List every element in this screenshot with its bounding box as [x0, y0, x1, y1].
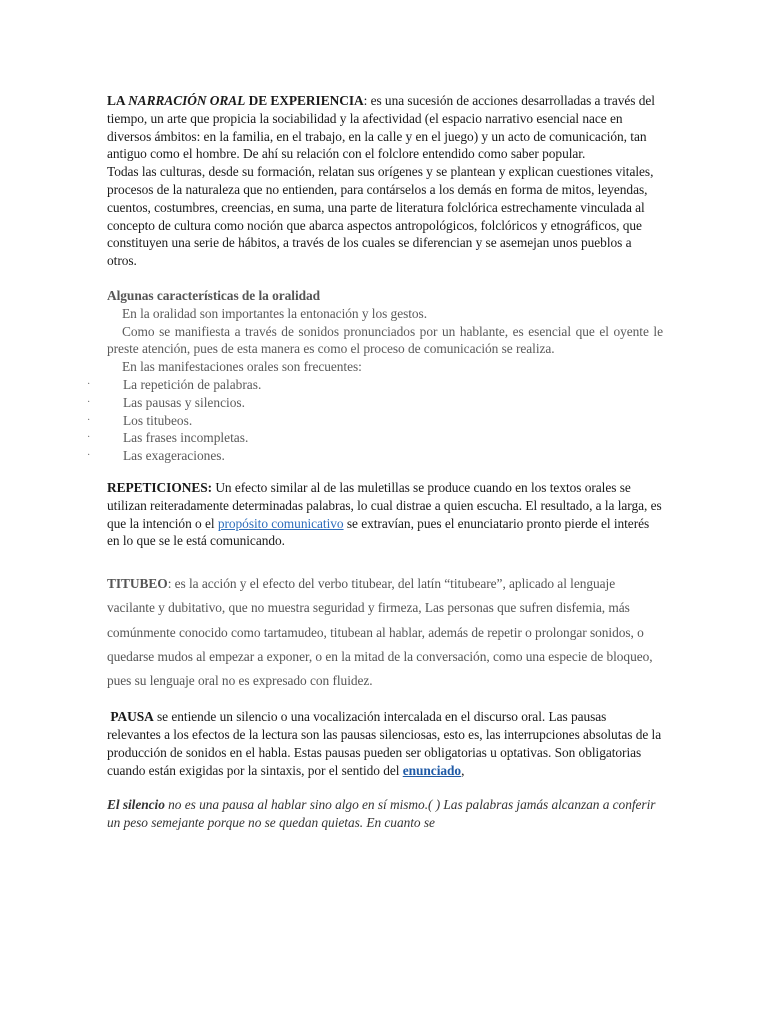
- list-item: [87, 394, 663, 412]
- list-item-text: Las pausas y silencios.: [123, 394, 245, 410]
- list-item-text: Los titubeos.: [123, 412, 193, 428]
- intro-term-italic: NARRACIÓN ORAL: [128, 93, 246, 108]
- titubeo-paragraph: [107, 572, 663, 693]
- titubeo-text: : es la acción y el efecto del verbo titubear, del latín “titubeare”, aplicado al lenguaje vacilante y dubitativo, que no muestra seguridad y firmeza, Las personas que sufren disfemia, más comúnmente conocido como tartamudeo, titubean al hablar, además de repetir o prolongar sonidos, o quedarse mudos al empezar a exponer, o en la mitad de la conversación, como una especie de bloqueo, pues su lenguaje oral no es expresado con fluidez.: [107, 576, 653, 688]
- silencio-paragraph: [107, 796, 663, 832]
- characteristics-heading: Algunas características de la oralidad: [107, 287, 321, 303]
- repeticiones-text-b: se extravían, pues el enunciatario pronto pierde el interés en lo que se le está comunicando.: [107, 515, 650, 549]
- cultures-paragraph: Todas las culturas, desde su formación, relatan sus orígenes y se plantean y explican cuestiones vitales, procesos de la naturaleza que no entienden, para contárselos a los demás en forma de mitos, leyendas, cuentos, costumbres, creencias, en suma, una parte de literatura folclórica estrechamente vinculada al concepto de cultura como noción que abarca aspectos antropológicos, folclóricos y etnográficos, que constituyen una serie de hábitos, a través de los cuales se diferencian y se asemejan unos pueblos a otros.: [107, 164, 654, 269]
- list-item: [87, 376, 663, 394]
- intro-paragraph: [107, 92, 663, 163]
- bullet-icon: ·: [87, 378, 91, 390]
- pausa-text-b: ,: [461, 762, 465, 778]
- oral-features-list: [87, 376, 663, 465]
- intro-la: LA: [107, 93, 129, 108]
- enunciado-link[interactable]: enunciado: [402, 762, 462, 778]
- list-item-text: La repetición de palabras.: [123, 376, 262, 392]
- silencio-term: El silencio: [107, 797, 165, 813]
- list-item: [87, 447, 663, 465]
- list-item-text: Las exageraciones.: [123, 448, 225, 464]
- pausa-paragraph: [107, 708, 663, 779]
- characteristics-p2: Como se manifiesta a través de sonidos pronunciados por un hablante, es esencial que el oyente le preste atención, pues de esta manera es como el proceso de comunicación se realiza.: [107, 323, 663, 357]
- characteristics-p1: En la oralidad son importantes la entonación y los gestos.: [122, 305, 428, 321]
- proposito-comunicativo-link[interactable]: propósito comunicativo: [217, 515, 344, 531]
- pausa-text-a: se entiende un silencio o una vocalización intercalada en el discurso oral. Las pausas relevantes a los efectos de la lectura son las pausas silenciosas, esto es, las interrupciones absolutas de la producción de sonidos en el habla. Estas pausas pueden ser obligatorias u optativas. Son obligatorias cuando están exigidas por la sintaxis, por el sentido del: [107, 709, 662, 778]
- bullet-icon: ·: [87, 432, 91, 444]
- intro-term-rest: DE EXPERIENCIA: [245, 93, 364, 108]
- list-item: [87, 429, 663, 447]
- repeticiones-term: REPETICIONES:: [107, 479, 213, 495]
- repeticiones-paragraph: [107, 479, 663, 550]
- silencio-text: no es una pausa al hablar sino algo en sí mismo.( ) Las palabras jamás alcanzan a conferir un peso semejante porque no se quedan quietas. En cuanto se: [107, 797, 656, 831]
- titubeo-term: TITUBEO: [107, 576, 168, 592]
- characteristics-p3: En las manifestaciones orales son frecuentes:: [122, 359, 362, 375]
- document-page: [87, 92, 663, 832]
- intro-text: : es una sucesión de acciones desarrolladas a través del tiempo, un arte que propicia la sociabilidad y la afectividad (el espacio narrativo esencial nace en diversos ámbitos: en la familia, en el trabajo, en la calle y en el juego) y un acto de comunicación, tan antiguo como el hombre. De ahí su relación con el folclore entendido como saber popular.: [107, 93, 655, 162]
- repeticiones-text-a: Un efecto similar al de las muletillas se produce cuando en los textos orales se utilizan reiteradamente determinadas palabras, lo cual distrae a quien escucha. El resultado, a la larga, es que la intención o el: [107, 479, 662, 531]
- bullet-icon: ·: [87, 450, 91, 462]
- list-item-text: Las frases incompletas.: [123, 430, 249, 446]
- bullet-icon: ·: [87, 414, 91, 426]
- bullet-icon: ·: [87, 396, 91, 408]
- list-item: [87, 412, 663, 430]
- pausa-term: PAUSA: [110, 709, 154, 725]
